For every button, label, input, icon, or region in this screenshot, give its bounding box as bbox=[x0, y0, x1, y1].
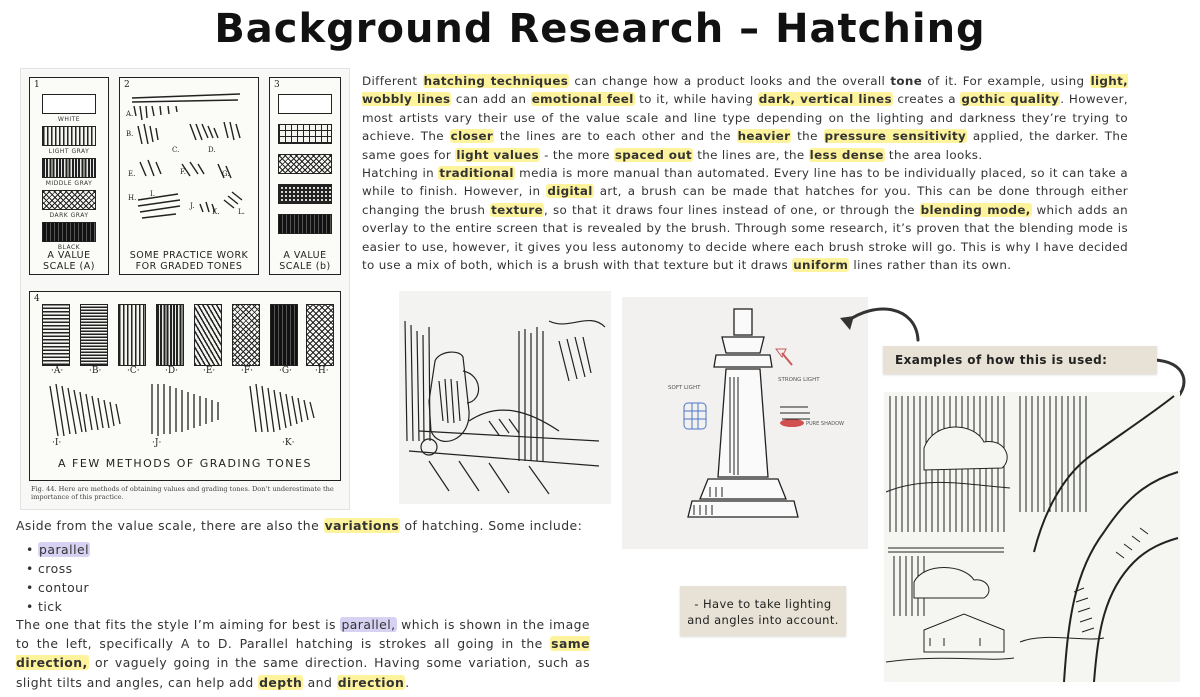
swatch-label: DARK GRAY bbox=[49, 212, 89, 219]
intro-paragraph-2 bbox=[362, 164, 1128, 274]
swatch-label: MIDDLE GRAY bbox=[45, 180, 93, 187]
swatch-black bbox=[278, 214, 332, 234]
text-segment: the bbox=[791, 129, 824, 144]
practice-letter: E. bbox=[128, 170, 136, 178]
text-segment: lines rather than its own. bbox=[849, 258, 1012, 273]
highlighted-term: gothic quality bbox=[961, 92, 1060, 107]
variation-label: cross bbox=[38, 561, 73, 576]
variation-item-contour bbox=[26, 578, 90, 597]
highlighted-term: uniform bbox=[793, 258, 849, 273]
caption-practice-work: SOME PRACTICE WORK FOR GRADED TONES bbox=[129, 250, 249, 272]
highlighted-term: texture bbox=[491, 202, 544, 217]
text-segment: the area looks. bbox=[884, 147, 983, 162]
lighting-note-line-1: - Have to take lighting bbox=[694, 597, 832, 611]
still-life-hatching-image bbox=[399, 291, 611, 504]
text-segment: . However, most artists vary their use of the value scale and line type depending on the lighting and darkness they’re trying to achieve. The bbox=[362, 92, 1128, 144]
text-segment: The one that fits the style I’m aiming for best is bbox=[16, 617, 341, 632]
text-segment: Hatching in bbox=[362, 166, 439, 181]
panel-number: 4 bbox=[34, 294, 40, 304]
chess-piece-drawing bbox=[622, 297, 868, 549]
highlighted-term: variations bbox=[324, 518, 400, 533]
lighting-note-line-2: and angles into account. bbox=[687, 613, 839, 627]
text-segment: media is more manual than automated. Every line has to be individually placed, so it can take a while to finish. However, in bbox=[362, 166, 1129, 199]
grading-letter: ·C· bbox=[127, 366, 140, 376]
text-segment: and bbox=[303, 674, 337, 690]
highlighted-term: hatching techniques bbox=[423, 74, 569, 88]
text-segment: of it. For example, using bbox=[922, 74, 1090, 88]
grading-letter: ·F· bbox=[241, 366, 253, 376]
swatch-black bbox=[42, 222, 96, 242]
curved-arrow-icon bbox=[836, 296, 926, 346]
grading-letter: ·G· bbox=[279, 366, 292, 376]
caption-grading-tones: A FEW METHODS OF GRADING TONES bbox=[58, 457, 312, 470]
lighting-note bbox=[680, 586, 846, 636]
highlighted-term: spaced out bbox=[614, 147, 693, 162]
highlighted-term: less dense bbox=[809, 147, 884, 162]
text-segment: the lines are, the bbox=[693, 147, 809, 162]
highlighted-term: heavier bbox=[737, 129, 791, 144]
variations-list bbox=[26, 540, 90, 616]
practice-letter: A. bbox=[126, 110, 134, 118]
grading-letter: ·B· bbox=[89, 366, 102, 376]
swatch-label: LIGHT GRAY bbox=[48, 148, 90, 155]
variation-label: parallel bbox=[39, 542, 90, 557]
landscape-hatching-image bbox=[884, 392, 1180, 682]
text-segment: Aside from the value scale, there are also the bbox=[16, 518, 324, 533]
practice-letter: G. bbox=[222, 170, 230, 178]
variation-item-cross bbox=[26, 559, 90, 578]
swatch-white bbox=[42, 94, 96, 114]
swatch-white bbox=[278, 94, 332, 114]
practice-letter: J. bbox=[190, 202, 195, 210]
panel-value-scale-b bbox=[269, 77, 341, 275]
practice-letter: C. bbox=[172, 146, 180, 154]
practice-letter: F. bbox=[180, 168, 186, 176]
examples-note: Examples of how this is used: bbox=[883, 346, 1157, 374]
grading-letter: ·I· bbox=[52, 438, 62, 448]
practice-strokes-drawing bbox=[120, 78, 258, 248]
grading-letter: ·A· bbox=[51, 366, 64, 376]
swatch-cross bbox=[278, 154, 332, 174]
practice-letter: D. bbox=[208, 146, 216, 154]
grading-letter: ·D· bbox=[165, 366, 178, 376]
text-segment: or vaguely going in the same direction. Having some variation, such as slight tilts and angles, can help add bbox=[16, 655, 590, 690]
intro-paragraph-1 bbox=[362, 72, 1128, 164]
practice-letter: B. bbox=[126, 130, 134, 138]
panel-value-scale-a bbox=[29, 77, 109, 275]
swatch-grid-dark bbox=[278, 184, 332, 204]
highlighted-term: same direction, bbox=[16, 636, 590, 671]
panel-number: 3 bbox=[274, 80, 280, 90]
variation-item-tick bbox=[26, 597, 90, 616]
text-segment: can change how a product looks and the overall bbox=[569, 74, 891, 88]
text-segment: art, a brush can be made that hatches for you. This can be done through either changing the brush bbox=[362, 184, 1128, 217]
text-segment: applied, the darker. The same goes for bbox=[362, 129, 1128, 162]
swatch-dark-gray bbox=[42, 190, 96, 210]
text-segment: which is shown in the image to the left, specifically A to D. Parallel hatching is strokes all going in the bbox=[16, 617, 591, 652]
intro-text bbox=[362, 72, 1128, 274]
grading-swatch-e bbox=[194, 304, 222, 366]
panel-number: 1 bbox=[34, 80, 40, 90]
highlighted-term: pressure sensitivity bbox=[824, 129, 967, 144]
grading-swatch-d bbox=[156, 304, 184, 366]
text-segment: the lines are to each other and the bbox=[494, 129, 737, 144]
grading-letter: ·E· bbox=[203, 366, 216, 376]
variation-label: tick bbox=[38, 599, 63, 614]
variations-intro bbox=[16, 518, 582, 533]
panel-grading-tones bbox=[29, 291, 341, 481]
figure-caption: Fig. 44. Here are methods of obtaining values and grading tones. Don’t underestimate the importance of this practice. bbox=[31, 485, 334, 501]
chess-piece-hatching-image bbox=[622, 297, 868, 549]
caption-value-scale-a: A VALUE SCALE (A) bbox=[43, 250, 95, 272]
swatch-middle-gray bbox=[42, 158, 96, 178]
highlighted-term: light, wobbly lines bbox=[362, 74, 1128, 107]
grading-swatch-c bbox=[118, 304, 146, 366]
variation-label: contour bbox=[38, 580, 90, 595]
text-segment: creates a bbox=[892, 92, 961, 107]
highlighted-term: closer bbox=[450, 129, 494, 144]
grading-swatch-f bbox=[232, 304, 260, 366]
swatch-light-gray bbox=[42, 126, 96, 146]
highlighted-term: direction bbox=[337, 674, 405, 690]
label-pure-shadow: PURE SHADOW bbox=[806, 421, 844, 427]
panel-number: 2 bbox=[124, 80, 130, 90]
swatch-grid-light bbox=[278, 124, 332, 144]
highlighted-term: blending mode, bbox=[920, 202, 1031, 217]
caption-value-scale-b: A VALUE SCALE (b) bbox=[279, 250, 331, 272]
conclusion-text bbox=[16, 615, 590, 692]
text-segment: can add an bbox=[451, 92, 531, 107]
grading-swatch-g bbox=[270, 304, 298, 366]
grading-letter: ·H· bbox=[315, 366, 329, 376]
swatch-label: BLACK bbox=[57, 244, 81, 251]
text-segment: . bbox=[405, 674, 410, 690]
grading-letter: ·J· bbox=[152, 438, 162, 448]
swatch-label: WHITE bbox=[57, 116, 81, 123]
bold-term: tone bbox=[890, 74, 923, 88]
label-soft-light: SOFT LIGHT bbox=[668, 385, 701, 391]
practice-letter: I. bbox=[150, 190, 155, 198]
practice-letter: H. bbox=[128, 194, 137, 202]
grading-swatch-a bbox=[42, 304, 70, 366]
grading-swatch-h bbox=[306, 304, 334, 366]
highlighted-term: digital bbox=[547, 184, 593, 199]
highlighted-term: light values bbox=[456, 147, 539, 162]
highlighted-term: dark, vertical lines bbox=[758, 92, 892, 107]
text-segment: to it, while having bbox=[634, 92, 758, 107]
highlighted-term: traditional bbox=[439, 166, 514, 181]
text-segment: which adds an overlay to the entire screen that is revealed by the brush. Through some research, it’s proven that the blending mode is easier to use, however, it gives you less autonomy to decide where each brush stroke will go. This is why I have decided to use a mix of both, which is a brush with that texture but it draws bbox=[362, 202, 1128, 273]
highlighted-term: parallel, bbox=[341, 617, 396, 632]
panel-practice-work bbox=[119, 77, 259, 275]
highlighted-term: depth bbox=[259, 674, 303, 690]
grading-swatch-b bbox=[80, 304, 108, 366]
text-segment: - the more bbox=[539, 147, 614, 162]
label-strong-light: STRONG LIGHT bbox=[778, 377, 820, 383]
practice-letter: K. bbox=[212, 208, 220, 216]
still-life-drawing bbox=[399, 291, 611, 504]
variation-item-parallel bbox=[26, 540, 90, 559]
highlighted-term: emotional feel bbox=[531, 92, 634, 107]
grading-letter: ·K· bbox=[282, 438, 295, 448]
value-scale-reference-image bbox=[20, 68, 350, 510]
practice-letter: L. bbox=[238, 208, 245, 216]
grading-strokes-drawing bbox=[30, 376, 340, 466]
landscape-drawing bbox=[884, 392, 1180, 682]
page-title: Background Research – Hatching bbox=[214, 6, 986, 52]
text-segment: , so that it draws four lines instead of one, or through the bbox=[544, 202, 920, 217]
text-segment: of hatching. Some include: bbox=[400, 518, 583, 533]
text-segment: Different bbox=[362, 74, 423, 88]
